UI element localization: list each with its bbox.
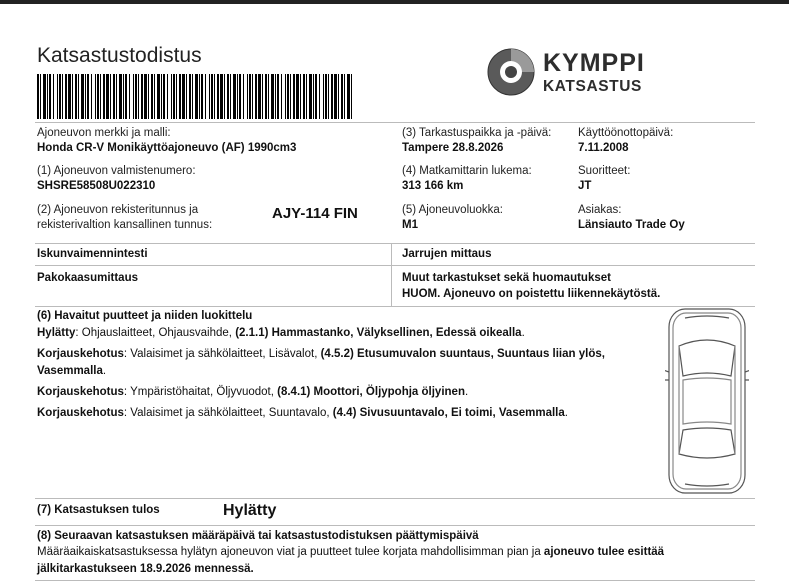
- exhaust-test: Pakokaasumittaus: [37, 272, 138, 284]
- customer-label: Asiakas:: [578, 204, 622, 216]
- vin-label: (1) Ajoneuvon valmistenumero:: [37, 165, 196, 177]
- brake-test: Jarrujen mittaus: [402, 248, 492, 260]
- logo-text-line2: KATSASTUS: [543, 78, 642, 95]
- make-label: Ajoneuvon merkki ja malli:: [37, 127, 171, 139]
- inspection-place-value: Tampere 28.8.2026: [402, 142, 504, 154]
- reg-label-2: rekisterivaltion kansallinen tunnus:: [37, 219, 213, 231]
- defect-item: Korjauskehotus: Valaisimet ja sähkölaitteet, Suuntavalo, (4.4) Sivusuuntavalo, Ei toimi, Vasemmalla.: [37, 407, 568, 419]
- shock-test: Iskunvaimennintesti: [37, 248, 148, 260]
- divider: [35, 306, 755, 307]
- defect-item: Korjauskehotus: Ympäristöhaitat, Öljyvuodot, (8.4.1) Moottori, Öljypohja öljyinen.: [37, 386, 469, 398]
- divider: [35, 265, 755, 266]
- defect-item: Korjauskehotus: Valaisimet ja sähkölaitteet, Lisävalot, (4.5.2) Etusumuvalon suuntaus, Suuntaus liian ylös, Vasemmalla.: [37, 348, 605, 377]
- defects-title: (6) Havaitut puutteet ja niiden luokittelu: [37, 310, 253, 322]
- divider: [391, 243, 392, 306]
- performer-label: Suoritteet:: [578, 165, 631, 177]
- logo-text-line1: KYMPPI: [543, 49, 645, 77]
- vehicle-class-value: M1: [402, 219, 418, 231]
- defect-item: Hylätty: Ohjauslaitteet, Ohjausvaihde, (2.1.1) Hammastanko, Välyksellinen, Edessä oikealla.: [37, 327, 525, 339]
- result-value: Hylätty: [223, 502, 277, 519]
- divider: [35, 243, 755, 244]
- page-title: Katsastustodistus: [37, 44, 202, 67]
- reg-label-1: (2) Ajoneuvon rekisteritunnus ja: [37, 204, 199, 216]
- brand-logo: [486, 45, 646, 101]
- other-checks-note: HUOM. Ajoneuvo on poistettu liikennekäytöstä.: [402, 288, 661, 300]
- other-checks-title: Muut tarkastukset sekä huomautukset: [402, 272, 611, 284]
- next-inspection-title: (8) Seuraavan katsastuksen määräpäivä tai katsastustodistuksen päättymispäivä: [37, 530, 479, 542]
- car-diagram-icon: [665, 306, 749, 496]
- result-label: (7) Katsastuksen tulos: [37, 504, 160, 516]
- vin-value: SHSRE58508U022310: [37, 180, 156, 192]
- divider: [35, 580, 755, 581]
- make-value: Honda CR-V Monikäyttöajoneuvo (AF) 1990cm3: [37, 142, 297, 154]
- divider: [35, 498, 755, 499]
- customer-value: Länsiauto Trade Oy: [578, 219, 685, 231]
- odometer-label: (4) Matkamittarin lukema:: [402, 165, 532, 177]
- performer-value: JT: [578, 180, 592, 192]
- registration-number: AJY-114 FIN: [272, 205, 358, 222]
- inspection-certificate: [35, 0, 755, 583]
- intro-date-value: 7.11.2008: [578, 142, 629, 154]
- barcode: [37, 74, 353, 119]
- intro-date-label: Käyttöönottopäivä:: [578, 127, 674, 139]
- divider: [35, 122, 755, 123]
- next-inspection-text: Määräaikaiskatsastuksessa hylätyn ajoneuvon viat ja puutteet tulee korjata mahdollisimman pian ja ajoneuvo tulee esittää jälkitarkastukseen 18.9.2026 mennessä.: [37, 546, 665, 575]
- inspection-place-label: (3) Tarkastuspaikka ja -päivä:: [402, 127, 552, 139]
- logo-mark-icon: [486, 47, 536, 97]
- vehicle-class-label: (5) Ajoneuvoluokka:: [402, 204, 504, 216]
- odometer-value: 313 166 km: [402, 180, 464, 192]
- divider: [35, 525, 755, 526]
